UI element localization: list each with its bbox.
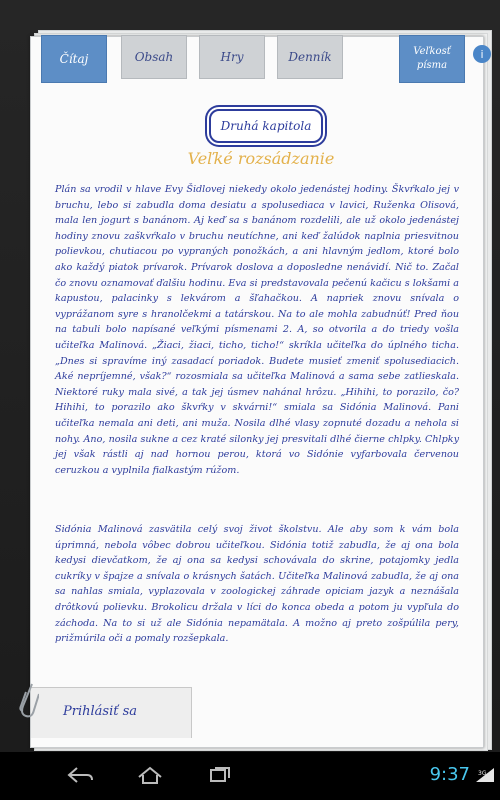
font-size-label-line1: Veľkosť <box>413 46 451 57</box>
chapter-badge <box>209 109 323 143</box>
chapter-label: Druhá kapitola <box>220 119 312 133</box>
info-icon[interactable] <box>473 45 491 63</box>
login-label: Prihlásiť sa <box>63 704 138 719</box>
tab-diary-label: Denník <box>288 50 332 64</box>
android-nav-bar <box>0 752 500 800</box>
recent-apps-icon[interactable] <box>200 762 240 788</box>
font-size-label-line2: písma <box>416 60 448 71</box>
story-paragraph-2: Sidónia Malinová zasvätila celý svoj život školstvu. Ale aby som k vám bola úprimná, nebola vôbec dobrou učiteľkou. Sidónia totiž zabudla, že aj ona bola kedysi dievčatkom, že aj ona sa kedysi schovávala do skrine, potajomky jedla cukríky v špajze a snívala o krásnych šatách. Učiteľka Malinová zabudla, že aj ona sa nahlas smiala, vyplazovala v zoologickej záhrade opiciam jazyk a neznášala drôtkovú polievku. Brokolicu držala v líci do konca obeda a potom ju vypľula do záchoda. Na to si už ale Sidónia nepamätala. A možno aj preto zošpúlila pery, prižmúrila oči a pomaly rozšepkala. <box>55 524 459 645</box>
tab-games-label: Hry <box>220 50 244 64</box>
book-page <box>30 36 484 748</box>
font-size-button[interactable] <box>399 35 465 83</box>
story-paragraph-1: Plán sa vrodil v hlave Evy Šidlovej niekedy okolo jedenástej hodiny. Škvŕkalo jej v bruchu, lebo si zabudla doma desiatu a spolusediaca v lavici, Ruženka Olisová, mala len jogurt s banánom. Aj keď sa s banánom rozdelili, ale už okolo jedenástej hodiny znovu zaškvŕkalo v bruchu neutíchne, ani keď žalúdok naplnia priesvitnou polievkou, chutiacou po vypraných ponožkách, a ani hlavným jedlom, ktoré bolo ako každý piatok prívarok. Prívarok doslova a doposledne nenávidí. Nič to. Začal čo znovu oznamovať ďalšiu hodinu. Eva si predstavovala pečenú kačicu s lokšami a kapustou, palacinky s lekvárom a šľahačkou. A napriek znovu snívala o vyprážanom syre s hranolčekmi a tatárskou. Na to ale mohla zabudnúť! Pred ňou na tabuli bolo napísané veľkými písmenami 2. A, so otvorila a do triedy vošla učiteľka Malinová. „Žiaci, žiaci, ticho, ticho!“ skríkla učiteľka do úplného ticha. „Dnes si spravíme iný zasadací poriadok. Budete musieť zmeniť spolusediacich. Aké nepríjemné, však?“ rozosmiala sa učiteľka Malinová a sama sebe zatlieskala. Niektoré ruky mala sivé, a tak jej úsmev nahánal hrôzu. „Hihihi, to porazilo, čo? Hihihi, to porazilo ako škvŕky v skvárni!“ smiala sa Sidónia Malinová. Pani učiteľka nemala ani deti, ani muža. Nosila dlhé vlasy zopnuté dozadu a nehola si nohy. Ano, nosila sukne a cez kraté silonky jej presvitali dlhé čierne chlpky. Chlpky jej však rástli aj nad hornou perou, ktorá vo Sidónie vyfarbovala červenou ceruzkou a vyplnila fialkastým rúžom. <box>55 184 459 476</box>
tab-diary[interactable] <box>277 35 343 79</box>
home-icon[interactable] <box>130 762 170 788</box>
tab-games[interactable] <box>199 35 265 79</box>
tab-contents-label: Obsah <box>134 50 174 64</box>
tab-read[interactable] <box>41 35 107 83</box>
back-icon[interactable] <box>60 762 100 788</box>
signal-label: 3G <box>478 770 487 777</box>
paperclip-icon <box>17 678 39 720</box>
tab-contents[interactable] <box>121 35 187 79</box>
tab-read-label: Čítaj <box>59 52 89 66</box>
login-note[interactable] <box>31 687 192 738</box>
section-title: Veľké rozsádzanie <box>187 149 335 168</box>
signal-icon <box>474 766 496 784</box>
status-clock: 9:37 <box>429 764 470 785</box>
info-icon-label: i <box>480 47 484 61</box>
